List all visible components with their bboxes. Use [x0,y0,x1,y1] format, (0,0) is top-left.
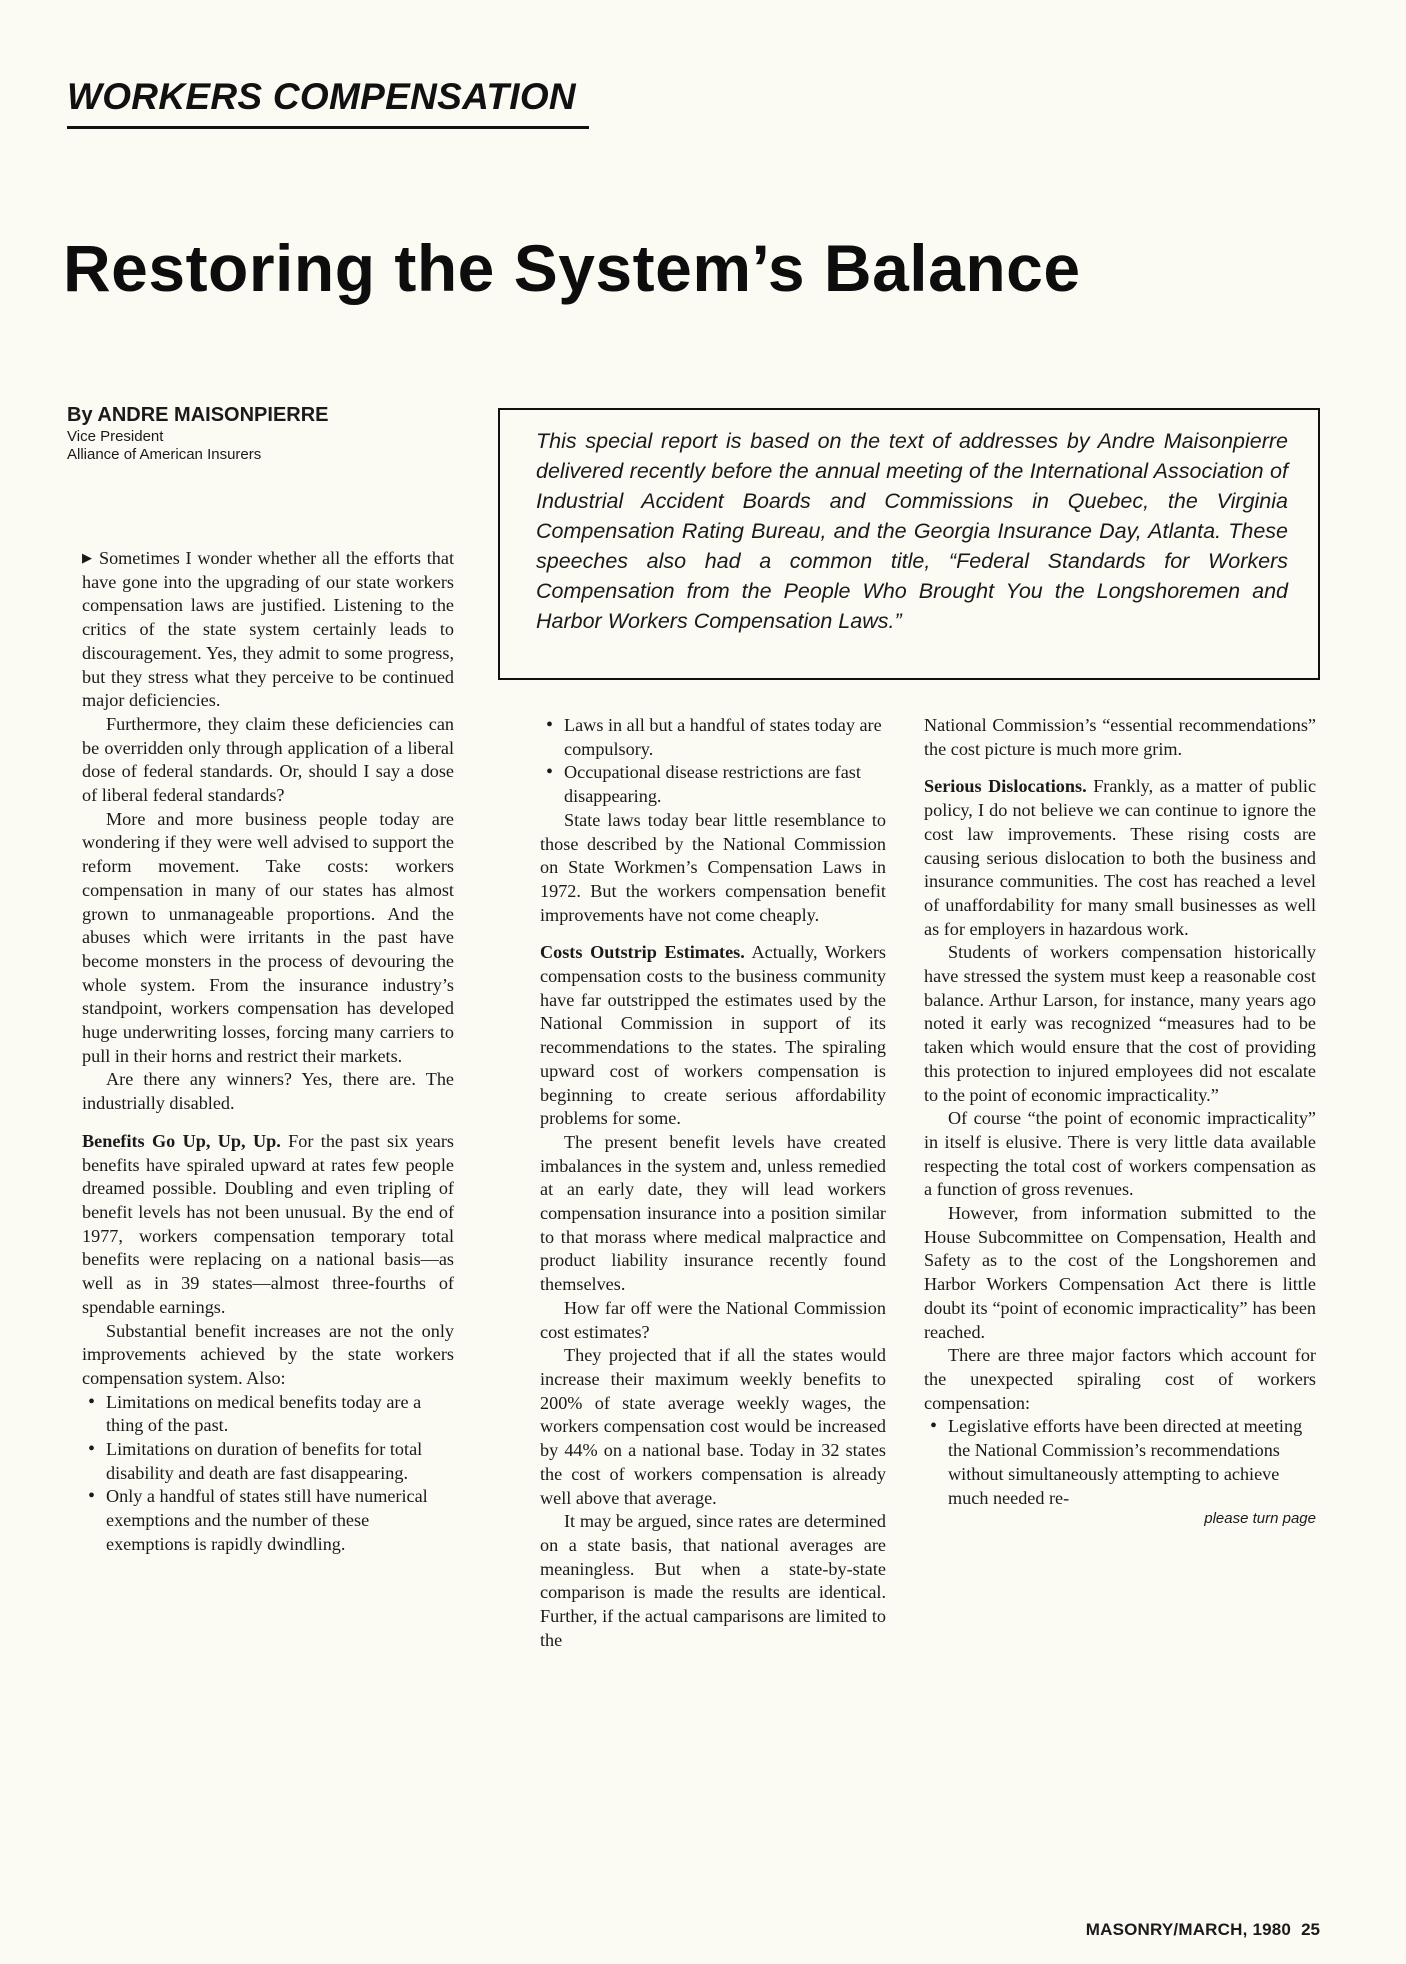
list-item: • Limitations on medical benefits today are a thing of the past. [82,1391,454,1438]
special-report-box [498,408,1320,680]
section-label: WORKERS COMPENSATION [67,76,576,117]
bullet-list [540,714,886,809]
list-item: • Occupational disease restrictions are fast disappearing. [540,761,886,808]
bullet-list [924,1415,1316,1510]
paragraph: It may be argued, since rates are determined on a state basis, that national averages are meaningless. But when a state-by-state comparison is made the results are identical. Further, if the actual camparisons are limited to the [540,1511,886,1650]
subhead-benefits: Benefits Go Up, Up, Up. [82,1130,281,1151]
paragraph: The present benefit levels have created imbalances in the system and, unless remedied at an early date, they will lead workers compensation insurance into a position similar to that morass where medical malpractice and product liability insurance recently found themselves. [540,1131,886,1295]
paragraph-text: Actually, Workers compensation costs to the business community have far outstripped the estimates used by the National Commission in support of its recommendations to the states. The spiraling upward cost of workers compensation is beginning to create serious affordability problems for some. [540,942,887,1129]
paragraph: Substantial benefit increases are not the only improvements achieved by the state workers compensation system. Also: [82,1320,454,1388]
bullet-list [82,1391,454,1557]
paragraph: There are three major factors which account for the unexpected spiraling cost of workers compensation: [924,1345,1316,1413]
publication-name: MASONRY/MARCH, 1980 [1085,1920,1292,1939]
paragraph-text: For the past six years benefits have spiraled upward at rates few people dreamed possible. Doubling and even tripling of benefit levels has not been unusual. By the end of 1977, workers compensation temporary total benefits were replacing on a national basis—as well as in 39 states—almost three-fourths of spendable earnings. [82,1130,455,1317]
paragraph: Are there any winners? Yes, there are. The industrially disabled. [82,1069,454,1114]
paragraph: Furthermore, they claim these deficiencies can be overridden only through application of a liberal dose of federal standards. Or, should I say a dose of liberal federal standards? [82,713,454,806]
special-report-text: This special report is based on the text of addresses by Andre Maisonpierre delivered recently before the annual meeting of the International Association of Industrial Accident Boards and Commissions in Quebec, the Virginia Compensation Rating Bureau, and the Georgia Insurance Day, Atlanta. These speeches also had a common title, “Federal Standards for Workers Compensation from the People Who Brought You the Longshoremen and Harbor Workers Compensation Laws.” [536,429,1288,633]
paragraph: However, from information submitted to the House Subcommittee on Compensation, Health and Safety as to the cost of the Longshoremen and Harbor Workers Compensation Act there is little doubt its “point of economic impracticality” has been reached. [924,1203,1316,1342]
column-2 [540,714,886,1652]
article-title: Restoring the System’s Balance [63,231,1081,305]
list-item: • Legislative efforts have been directed at meeting the National Commission’s recommendations without simultaneously attempting to achieve much needed re- [924,1415,1316,1510]
paragraph [540,941,886,1131]
paragraph: How far off were the National Commission cost estimates? [540,1297,886,1342]
list-item: • Limitations on duration of benefits for total disability and death are fast disappearing. [82,1438,454,1485]
column-3 [924,714,1316,1528]
arrow-icon: ▶ [82,550,94,565]
author-organization: Alliance of American Insurers [67,446,262,463]
paragraph [82,1130,454,1320]
paragraph: Of course “the point of economic impracticality” in itself is elusive. There is very little data available respecting the total cost of workers compensation as a function of gross revenues. [924,1108,1316,1200]
paragraph: Students of workers compensation historically have stressed the system must keep a reasonable cost balance. Arthur Larson, for instance, many years ago noted it early was recognized “measures had to be taken which would ensure that the cost of providing this protection to injured employees did not escalate to the point of economic impracticality.” [924,942,1316,1105]
paragraph [924,775,1316,941]
continued-note: please turn page [1204,1510,1316,1528]
list-item: • Laws in all but a handful of states today are compulsory. [540,714,886,761]
author-role: Vice President [67,428,164,445]
paragraph [82,546,454,713]
paragraph: State laws today bear little resemblance to those described by the National Commission on State Workmen’s Compensation Laws in 1972. But the workers compensation benefit improvements have not come cheaply. [540,809,886,925]
page-number: 25 [1301,1920,1320,1939]
paragraph: They projected that if all the states would increase their maximum weekly benefits to 200% of state average weekly wages, the workers compensation cost would be increased by 44% on a national base. Today in 32 states the cost of workers compensation is already well above that average. [540,1345,886,1508]
paragraph: National Commission’s “essential recommendations” the cost picture is much more grim. [924,715,1316,759]
list-item: • Only a handful of states still have numerical exemptions and the number of these exemptions is rapidly dwindling. [82,1485,454,1556]
subhead-costs: Costs Outstrip Estimates. [540,942,745,963]
page-footer [1086,1920,1320,1940]
paragraph: More and more business people today are wondering if they were well advised to support the reform movement. Take costs: workers compensation in many of our states has almost grown to unmanageable proportions. And the abuses which were irritants in the past have become monsters in the process of devouring the whole system. From the insurance industry’s standpoint, workers compensation has developed huge underwriting losses, forcing many carriers to pull in their horns and restrict their markets. [82,808,454,1066]
section-rule [67,126,589,129]
paragraph-text: Frankly, as a matter of public policy, I do not believe we can continue to ignore the cost law improvements. These rising costs are causing serious dislocation to both the business and insurance communities. The cost has reached a level of unaffordability for many small businesses as well as for employers in hazardous work. [924,776,1317,939]
paragraph-text: Sometimes I wonder whether all the efforts that have gone into the upgrading of our state workers compensation laws are justified. Listening to the critics of the state system certainly leads to discouragement. Yes, they admit to some progress, but they stress what they perceive to be continued major deficiencies. [82,548,454,711]
byline [67,404,329,463]
author-name: By ANDRE MAISONPIERRE [67,404,329,426]
subhead-dislocations: Serious Dislocations. [924,776,1087,797]
column-1 [82,546,454,1557]
